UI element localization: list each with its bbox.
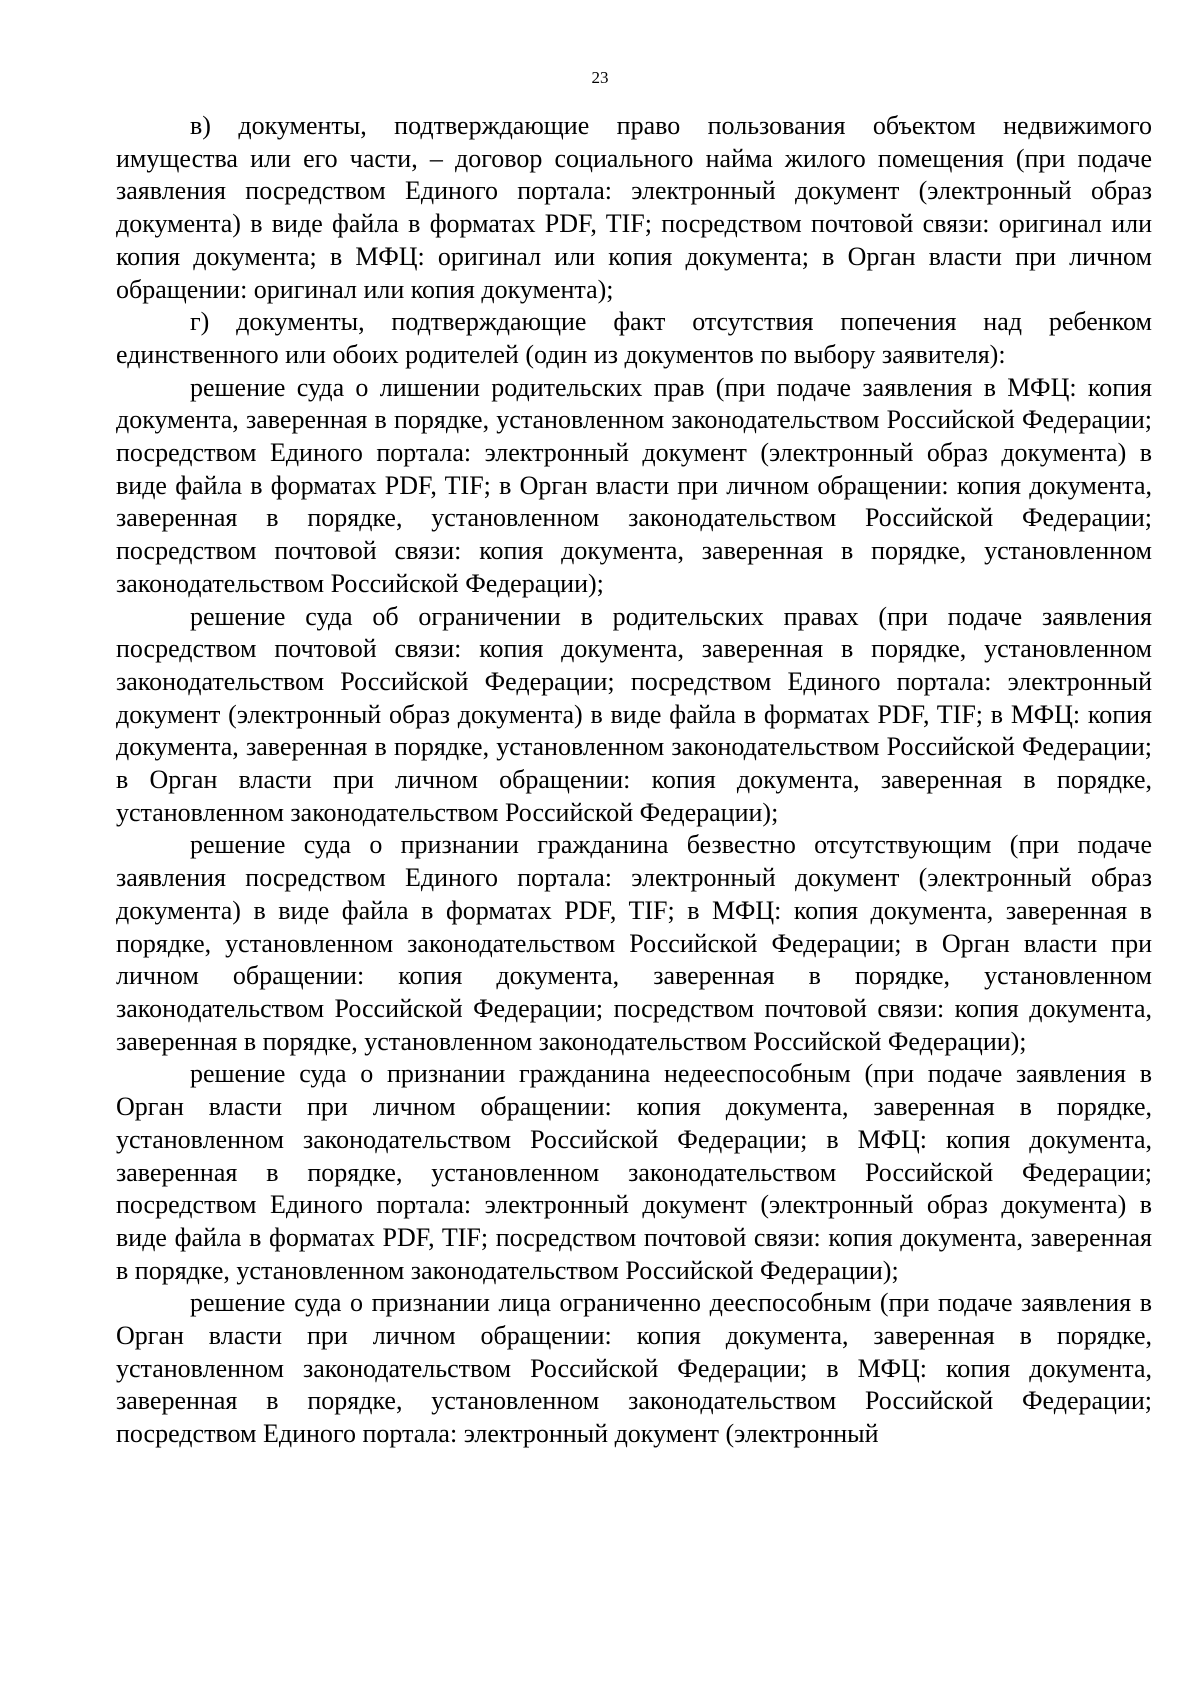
paragraph-deprivation-rights: решение суда о лишении родительских прав (при подаче заявления в МФЦ: копия документа, заверенная в порядке, установленном законодательством Российской Федерации; посредством Единого портала: электронный документ (электронный образ документа) в виде файла в форматах PDF, TIF; в Орган власти при личном обращении: копия документа, заверенная в порядке, установленном законодательством Российской Федерации; посредством почтовой связи: копия документа, заверенная в порядке, установленном законодательством Российской Федерации); (116, 372, 1152, 598)
paragraph-item-g: г) документы, подтверждающие факт отсутствия попечения над ребенком единственного или обоих родителей (один из документов по выбору заявителя): (116, 307, 1152, 369)
document-body (116, 110, 1152, 1451)
paragraph-restriction-rights: решение суда об ограничении в родительских правах (при подаче заявления посредством почтовой связи: копия документа, заверенная в порядке, установленном законодательством Российской Федерации; посредством Единого портала: электронный документ (электронный образ документа) в виде файла в форматах PDF, TIF; в МФЦ: копия документа, заверенная в порядке, установленном законодательством Российской Федерации; в Орган власти при личном обращении: копия документа, заверенная в порядке, установленном законодательством Российской Федерации); (116, 601, 1152, 827)
paragraph-item-v: в) документы, подтверждающие право пользования объектом недвижимого имущества или его части, – договор социального найма жилого помещения (при подаче заявления посредством Единого портала: электронный документ (электронный образ документа) в виде файла в форматах PDF, TIF; посредством почтовой связи: оригинал или копия документа; в МФЦ: оригинал или копия документа; в Орган власти при личном обращении: оригинал или копия документа); (116, 111, 1152, 304)
page-number: 23 (591, 68, 609, 87)
paragraph-limited-capacity: решение суда о признании лица ограниченно дееспособным (при подаче заявления в Орган власти при личном обращении: копия документа, заверенная в порядке, установленном законодательством Российской Федерации; в МФЦ: копия документа, заверенная в порядке, установленном законодательством Российской Федерации; посредством Единого портала: электронный документ (электронный (116, 1288, 1152, 1449)
paragraph-missing-person: решение суда о признании гражданина безвестно отсутствующим (при подаче заявления посредством Единого портала: электронный документ (электронный образ документа) в виде файла в форматах PDF, TIF; в МФЦ: копия документа, заверенная в порядке, установленном законодательством Российской Федерации; в Орган власти при личном обращении: копия документа, заверенная в порядке, установленном законодательством Российской Федерации; посредством почтовой связи: копия документа, заверенная в порядке, установленном законодательством Российской Федерации); (116, 830, 1152, 1056)
paragraph-incapacity: решение суда о признании гражданина недееспособным (при подаче заявления в Орган власти при личном обращении: копия документа, заверенная в порядке, установленном законодательством Российской Федерации; в МФЦ: копия документа, заверенная в порядке, установленном законодательством Российской Федерации; посредством Единого портала: электронный документ (электронный образ документа) в виде файла в форматах PDF, TIF; посредством почтовой связи: копия документа, заверенная в порядке, установленном законодательством Российской Федерации); (116, 1059, 1152, 1285)
